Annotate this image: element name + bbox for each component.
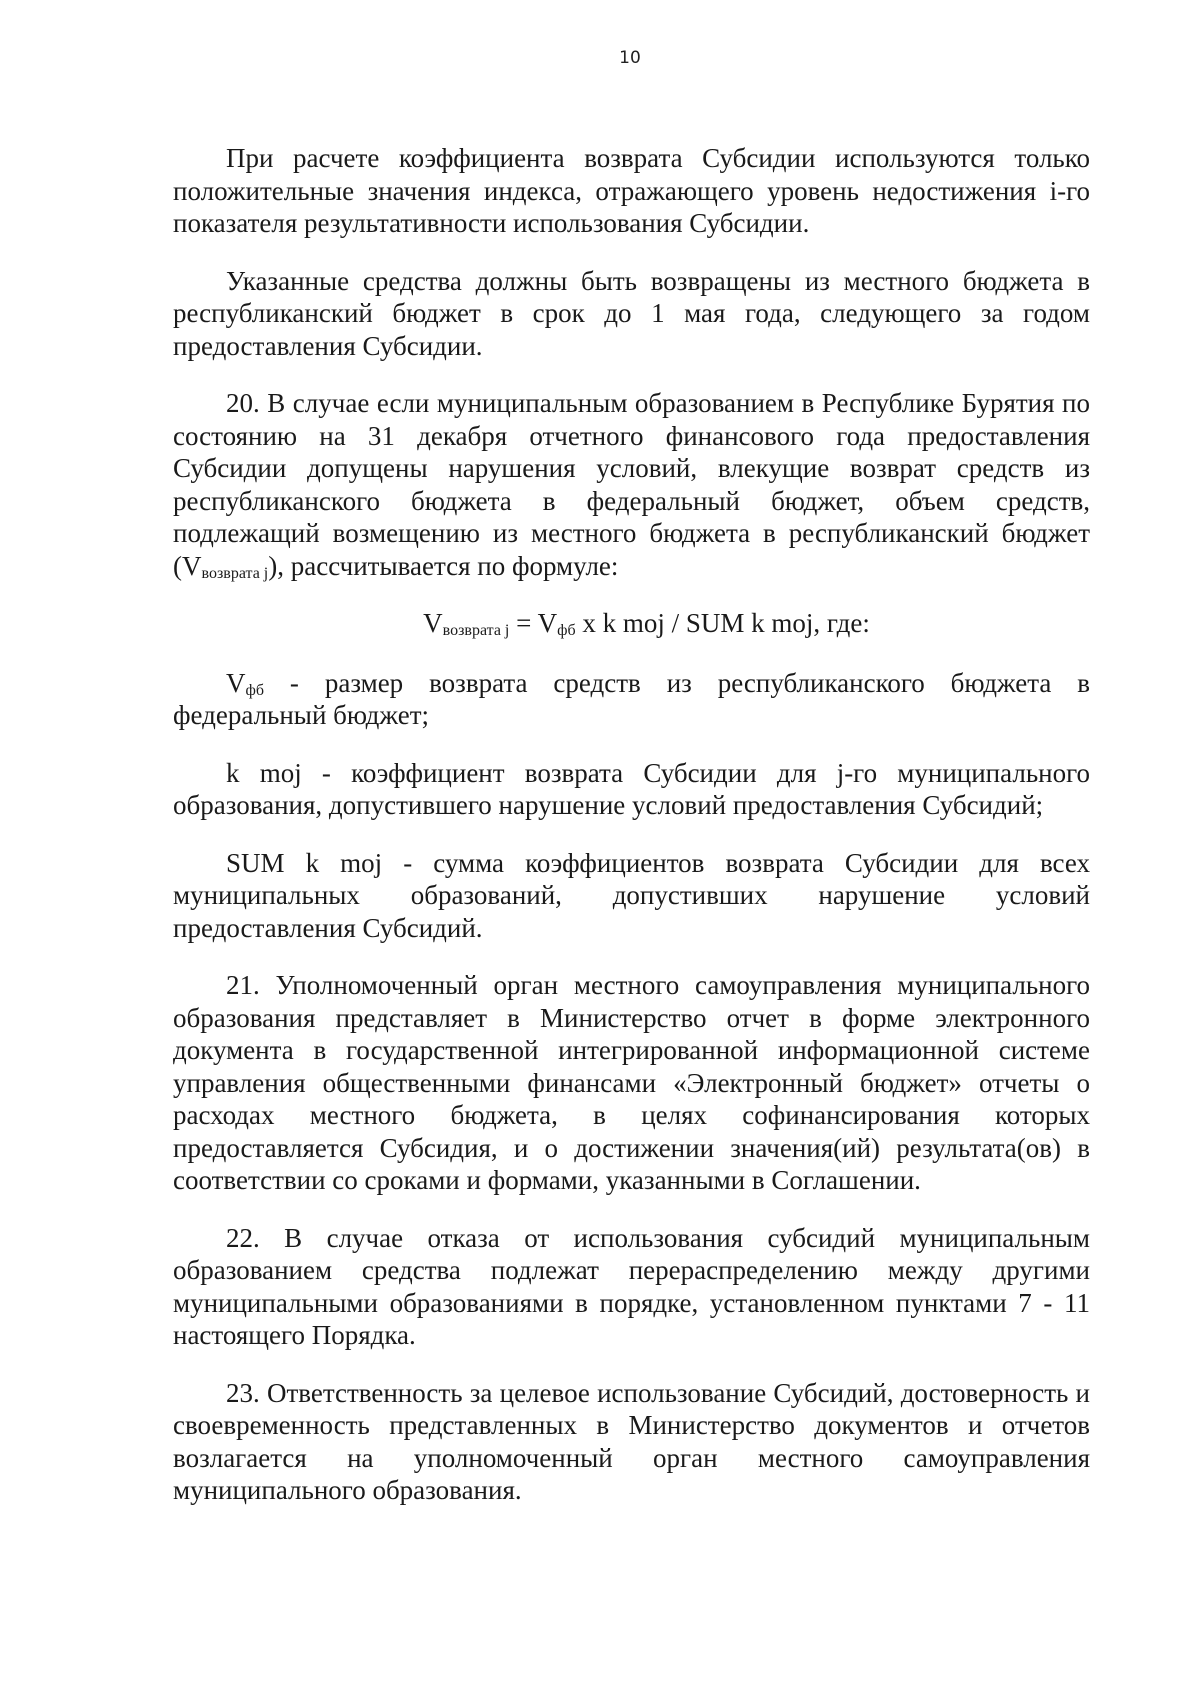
vfb-text: - размер возврата средств из республиканского бюджета в федеральный бюджет;: [173, 667, 1090, 730]
paragraph-20-tail: ), рассчитывается по формуле:: [268, 550, 619, 581]
paragraph-sum-kmoj-definition: SUM k moj - сумма коэффициентов возврата Субсидии для всех муниципальных образований, допустивших нарушение условий предоставления Субсидий.: [173, 847, 1090, 943]
paragraph-23: 23. Ответственность за целевое использование Субсидий, достоверность и своевременность представленных в Министерство документов и отчетов возлагается на уполномоченный орган местного самоуправления муниципального образования.: [173, 1377, 1090, 1505]
formula-v: V: [423, 608, 443, 638]
paragraph-20: [173, 387, 1090, 582]
paragraph-coefficient-note: При расчете коэффициента возврата Субсидии используются только положительные значения индекса, отражающего уровень недостижения i-го показателя результативности использования Субсидии.: [173, 143, 1090, 238]
page-number: 10: [619, 48, 641, 68]
paragraph-kmoj-definition: k moj - коэффициент возврата Субсидии для j-го муниципального образования, допустившего нарушение условий предоставления Субсидий;: [173, 757, 1090, 820]
vfb-subscript: фб: [245, 681, 265, 699]
document-body: [173, 142, 1090, 1532]
formula-fb-subscript: фб: [557, 622, 576, 639]
paragraph-21: 21. Уполномоченный орган местного самоуправления муниципального образования представляет в Министерство отчет в форме электронного документа в государственной интегрированной информационной системе управления общественными финансами «Электронный бюджет» отчеты о расходах местного бюджета, в целях софинансирования которых предоставляется Субсидия, и о достижении значения(ий) результата(ов) в соответствии со сроками и формами, указанными в Соглашении.: [173, 970, 1090, 1195]
paragraph-22: 22. В случае отказа от использования субсидий муниципальным образованием средства подлежат перераспределению между другими муниципальными образованиями в порядке, установленном пунктами 7 - 11 настоящего Порядка.: [173, 1222, 1090, 1350]
formula-rest: x k moj / SUM k moj, где:: [575, 608, 870, 638]
paragraph-20-text: 20. В случае если муниципальным образованием в Республике Бурятия по состоянию на 31 декабря отчетного финансового года предоставления Субсидии допущены нарушения условий, влекущие возврат средств из республиканского бюджета в федеральный бюджет, объем средств, подлежащий возмещению из местного бюджета в республиканский бюджет (V: [173, 388, 1090, 581]
vfb-v: V: [226, 667, 246, 698]
paragraph-vfb-definition: [173, 667, 1090, 732]
formula-line: [173, 607, 1090, 640]
formula-eq: = V: [509, 608, 558, 638]
formula-v-subscript: возврата j: [442, 622, 510, 639]
paragraph-20-subscript: возврата j: [201, 564, 269, 582]
paragraph-return-deadline: Указанные средства должны быть возвращены из местного бюджета в республиканский бюджет в срок до 1 мая года, следующего за годом предоставления Субсидии.: [173, 265, 1090, 361]
